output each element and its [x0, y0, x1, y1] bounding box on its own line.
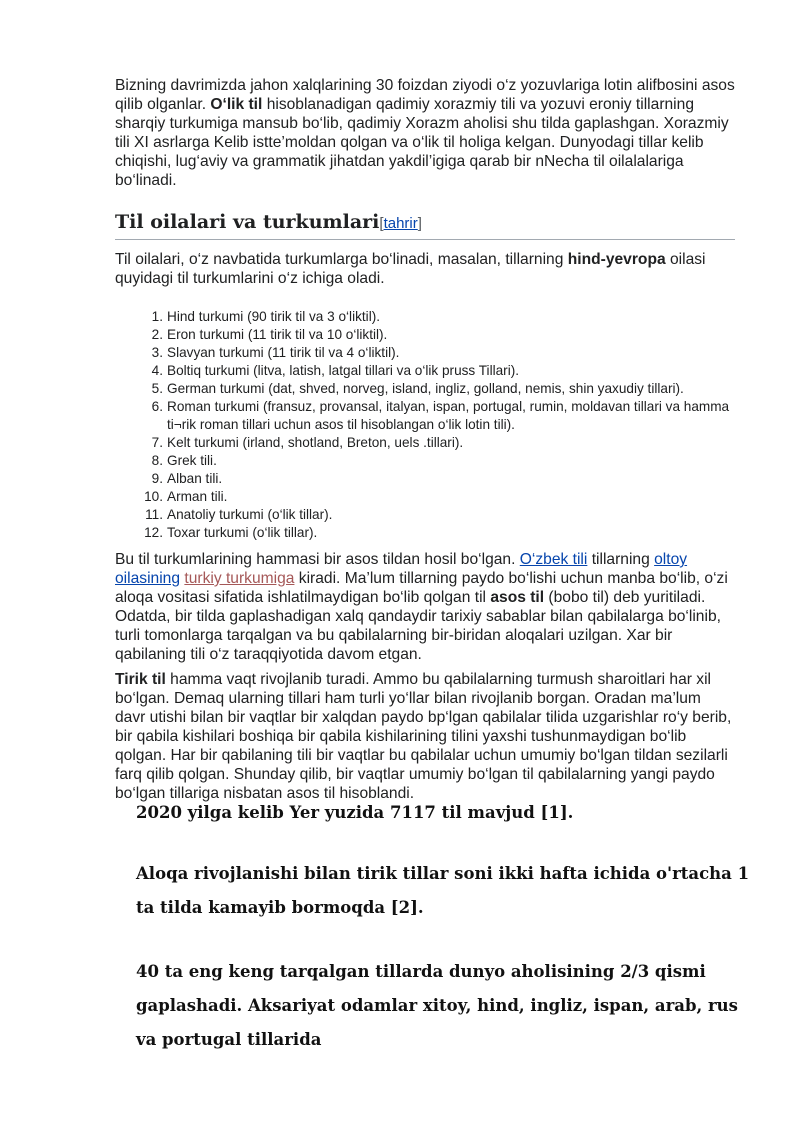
list-number: 2.: [151, 327, 163, 342]
list-number: 9.: [151, 471, 163, 486]
list-number: 5.: [151, 381, 163, 396]
list-number: 6.: [151, 399, 163, 414]
living-language-paragraph: [115, 670, 735, 803]
list-text: Boltiq turkumi (litva, latish, latgal tillari va o‘lik pruss Tillari).: [167, 363, 520, 378]
list-text: Grek tili.: [167, 453, 217, 468]
list-text: Kelt turkumi (irland, shotland, Breton, uels .tillari).: [167, 435, 464, 450]
fact-text: Aloqa rivojlanishi bilan tirik tillar soni ikki hafta ichida o'rtacha 1 ta tilda kamayib bormoqda [2].: [136, 864, 750, 917]
list-number: 3.: [151, 345, 163, 360]
intro-text: Bizning davrimizda jahon xalqlarining 30 foizdan ziyodi o‘z yozuvlariga lotin alifbosini asos qilib olganlar.: [115, 77, 735, 113]
para-text: Bu til turkumlarining hammasi bir asos tildan hosil bo‘lgan.: [115, 551, 520, 568]
fact-block-3: [136, 955, 756, 1057]
list-item: [115, 308, 735, 326]
intro-paragraph: [115, 76, 735, 190]
para-text: tillarning: [587, 551, 655, 568]
section-heading: [115, 210, 735, 240]
list-number: 10.: [144, 489, 163, 504]
list-item: [115, 452, 735, 470]
lead-paragraph: [115, 250, 735, 288]
section-title: Til oilalari va turkumlari: [115, 211, 380, 233]
edit-bracket-open: [: [379, 215, 384, 232]
list-number: 12.: [144, 525, 163, 540]
para-bold-term: asos til: [490, 589, 545, 606]
edit-bracket-close: ]: [417, 215, 422, 232]
intro-text-cont: hisoblanadigan qadimiy xorazmiy tili va yozuvi eroniy tillarning sharqiy turkumiga mansub bo‘lib, qadimiy Xorazm aholisi shu tilda gaplashgan. Xorazmiy tili XI asrlarga Kelib istte’moldan qolgan va o‘lik til holiga kelgan. Dunyodagi tillar kelib chiqishi, lug‘aviy va grammatik jihatdan yakdil’igiga qarab bir nNecha til oilalalariga bo‘linadi.: [115, 96, 729, 189]
fact-text: 2020 yilga kelib Yer yuzida 7117 til mavjud [1].: [136, 803, 574, 822]
lead-bold-term: hind-yevropa: [567, 251, 666, 268]
list-number: 11.: [145, 507, 163, 522]
edit-link[interactable]: tahrir: [383, 215, 418, 232]
list-number: 1.: [151, 309, 163, 324]
list-text: Eron turkumi (11 tirik til va 10 o‘liktil).: [167, 327, 388, 342]
list-item: [115, 470, 735, 488]
intro-bold-term: O‘lik til: [210, 96, 263, 113]
list-text: German turkumi (dat, shved, norveg, island, ingliz, golland, nemis, shin yaxudiy tillari).: [167, 381, 684, 396]
origin-paragraph: [115, 550, 735, 664]
list-text: Alban tili.: [167, 471, 223, 486]
list-text: Roman turkumi (fransuz, provansal, italyan, ispan, portugal, rumin, moldavan tillari va hamma ti¬rik roman tillari uchun asos til hisoblangan o‘lik lotin tili).: [167, 399, 730, 432]
list-text: Hind turkumi (90 tirik til va 3 o‘liktil).: [167, 309, 381, 324]
altaic-family-link[interactable]: oltoy oilasining: [115, 551, 688, 587]
article-body: [115, 76, 735, 803]
fact-block-2: [136, 857, 756, 925]
list-number: 4.: [151, 363, 163, 378]
list-number: 7.: [151, 435, 163, 450]
turkic-branch-link[interactable]: turkiy turkumiga: [184, 570, 295, 587]
list-item: [115, 326, 735, 344]
fact-text: 40 ta eng keng tarqalgan tillarda dunyo aholisining 2/3 qismi gaplashadi. Aksariyat odamlar xitoy, hind, ingliz, ispan, arab, rus va portugal tillarida: [136, 962, 738, 1049]
fact-block-1: [136, 796, 756, 830]
list-item: [115, 506, 735, 524]
list-text: Anatoliy turkumi (o‘lik tillar).: [167, 507, 333, 522]
list-item: [115, 362, 735, 380]
list-text: Slavyan turkumi (11 tirik til va 4 o‘liktil).: [167, 345, 400, 360]
language-branch-list: [115, 308, 735, 542]
list-item: [115, 524, 735, 542]
uzbek-language-link[interactable]: O‘zbek tili: [519, 551, 588, 568]
list-number: 8.: [151, 453, 163, 468]
list-item: [115, 380, 735, 398]
edit-section: [379, 215, 422, 232]
list-item: [115, 398, 735, 434]
lead-text: Til oilalari, o‘z navbatida turkumlarga bo‘linadi, masalan, tillarning: [115, 251, 568, 268]
list-item: [115, 434, 735, 452]
para-text: hamma vaqt rivojlanib turadi. Ammo bu qabilalarning turmush sharoitlari har xil bo‘lgan. Demaq ularning tillari ham turli yo‘llar bilan rivojlanib borgan. Oradan ma’lum davr utishi bilan bir vaqtlar bir xalqdan paydo bp‘lgan qabilalar tilida uzgarishlar ro‘y berib, bir qabila kishilari boshiqa bir qabila kishilarining tilini yaxshi tushunmaydigan bo‘lib qolgan. Har bir qabilaning tili bir vaqtlar bu qabilalar uchun umumiy bo‘lgan tildan sezilarli farq qilib qolgan. Shunday qilib, bir vaqtlar umumiy bo‘lgan til qabilalarning yangi paydo bo‘lgan tillariga nisbatan asos til hisoblandi.: [115, 671, 732, 802]
list-item: [115, 344, 735, 362]
para-bold-term: Tirik til: [115, 671, 166, 688]
para-text: (bobo til) deb yuritiladi. Odatda, bir tilda gaplashadigan xalq qandaydir tarixiy sabablar bilan qabilalarga bo‘linib, turli tomonlarga tarqalgan va bu qabilalarning bir-biridan aloqalari uzilgan. Xar bir qabilaning tili o‘z taraqqiyotida davom etgan.: [115, 589, 721, 663]
list-text: Arman tili.: [167, 489, 228, 504]
para-text: kiradi. Ma’lum tillarning paydo bo‘lishi uchun manba bo‘lib, o‘zi aloqa vositasi sifatida ishlatilmaydigan bo‘lib qolgan til: [115, 570, 728, 606]
lead-text-cont: oilasi quyidagi til turkumlarini o‘z ichiga oladi.: [115, 251, 706, 287]
list-item: [115, 488, 735, 506]
list-text: Toxar turkumi (o‘lik tillar).: [167, 525, 318, 540]
